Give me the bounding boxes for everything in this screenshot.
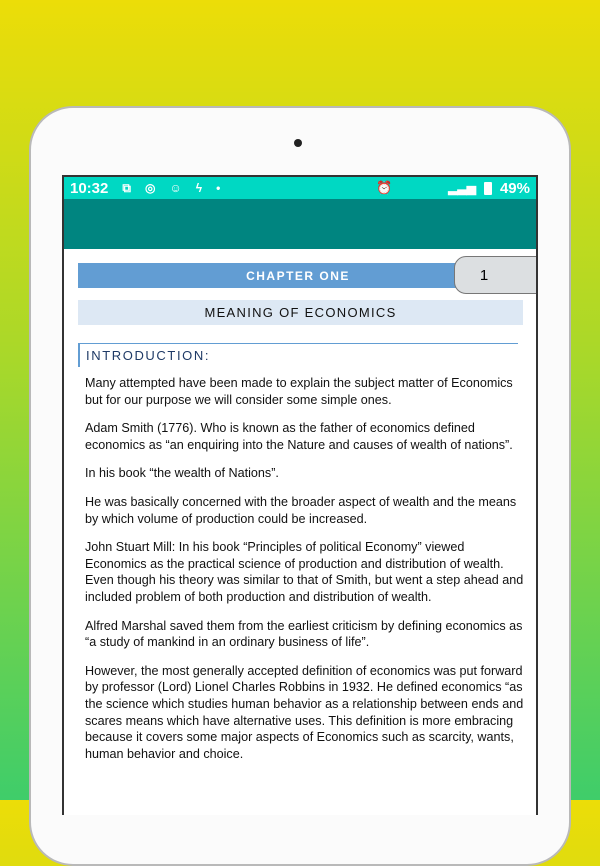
signal-icon: ▂▃▅ — [448, 181, 476, 195]
section-heading: INTRODUCTION: — [78, 343, 518, 367]
paragraph: However, the most generally accepted definition of economics was put forward by professor (Lord) Lionel Charles Robbins in 1932. He defined economics “as the science which studies human behavior as a relationship between ends and scares means which have alternative uses. This definition is more embracing because it covers some major aspects of Economics such as scarcity, wants, human behavior and choice. — [85, 663, 524, 761]
notification-icon: ⧉ — [122, 180, 131, 195]
charging-icon: ϟ — [195, 181, 203, 195]
hotspot-icon: ◎ — [144, 181, 156, 195]
paragraph: Many attempted have been made to explain the subject matter of Economics but for our purpose we will consider some simple ones. — [85, 376, 513, 407]
dot-icon: • — [216, 181, 221, 195]
paragraph: In his book “the wealth of Nations”. — [85, 466, 279, 481]
status-bar — [64, 177, 536, 199]
paragraph: Adam Smith (1776). Who is known as the father of economics defined economics as “an enquiring into the Nature and causes of wealth of nations”. — [85, 421, 513, 452]
app-bar — [64, 199, 536, 249]
chapter-title: MEANING OF ECONOMICS — [78, 300, 523, 325]
paragraph: Alfred Marshal saved them from the earliest criticism by defining economics as “a study of mankind in an ordinary business of life”. — [85, 618, 523, 650]
battery-level: 49% — [499, 179, 530, 197]
screen — [62, 175, 538, 815]
paragraph: John Stuart Mill: In his book “Principles of political Economy” viewed Economics as the practical science of production and distribution of wealth. Even though his theory was similar to that of Smith, but went a step ahead and included problem of both production and distribution of wealth. — [85, 540, 524, 604]
paragraph: He was basically concerned with the broader aspect of wealth and the means by which volume of production could be increased. — [85, 494, 517, 526]
document-body — [85, 375, 525, 774]
battery-icon — [484, 182, 492, 195]
alarm-icon: ⏰ — [376, 180, 393, 195]
clock: 10:32 — [70, 179, 109, 197]
camera-icon — [294, 139, 302, 147]
page-number-tab[interactable]: 1 — [454, 256, 538, 294]
chapter-heading: CHAPTER ONE — [78, 263, 468, 288]
app-icon: ☺ — [169, 181, 182, 195]
